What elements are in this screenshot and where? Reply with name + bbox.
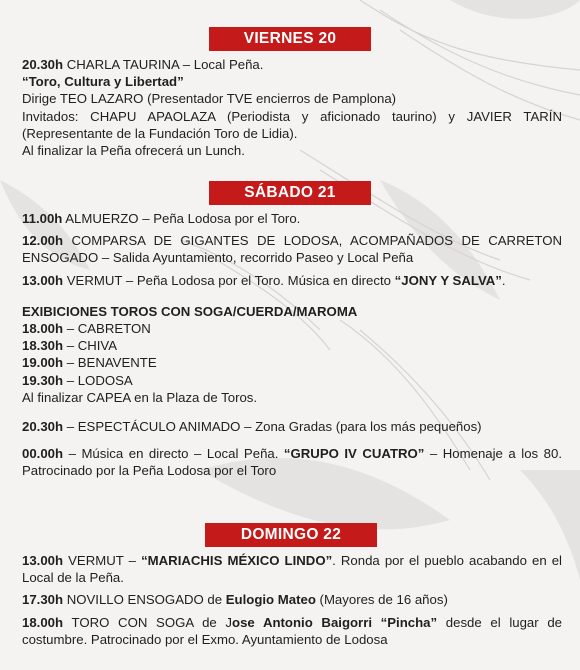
event-text-end: – Homenaje a los 80. Patrocinado por la Peña Lodosa por el Toro bbox=[22, 446, 562, 479]
event-text: CHARLA TAURINA – Local Peña. bbox=[63, 57, 264, 72]
event-text: ALMUERZO – Peña Lodosa por el Toro. bbox=[62, 211, 301, 226]
time: 18.00h bbox=[22, 614, 64, 630]
person-name: Eulogio Mateo bbox=[225, 592, 316, 608]
header-sabado: SÁBADO 21 bbox=[209, 181, 371, 205]
viernes-charla-title: “Toro, Cultura y Libertad” bbox=[22, 74, 184, 90]
time: 18.00h bbox=[22, 321, 64, 337]
event-text-end: . Ronda por el pueblo acabando en el Local de la Peña. bbox=[22, 553, 562, 586]
event-text: VERMUT – Peña Lodosa por el Toro. Música en directo bbox=[63, 272, 395, 288]
event-text-end: (Mayores de 16 años) bbox=[315, 592, 448, 608]
sabado-event-musica bbox=[22, 445, 562, 479]
band-name: “JONY Y SALVA” bbox=[394, 272, 502, 288]
event-text: – ESPECTÁCULO ANIMADO – Zona Gradas (para los más pequeños) bbox=[63, 419, 482, 435]
event-text: VERMUT – bbox=[63, 553, 142, 568]
event-text: – BENAVENTE bbox=[63, 355, 157, 371]
time: 13.00h bbox=[22, 272, 64, 288]
event-text: – Música en directo – Local Peña. bbox=[63, 446, 284, 462]
sabado-event-almuerzo bbox=[22, 210, 562, 227]
event-text: TORO CON SOGA de J bbox=[63, 614, 233, 630]
person-name: ose Antonio Baigorri “Pincha” bbox=[232, 614, 438, 630]
time: 12.00h bbox=[22, 233, 64, 249]
event-text: NOVILLO ENSOGADO de bbox=[63, 592, 226, 608]
time: 19.00h bbox=[22, 355, 64, 371]
viernes-charla bbox=[22, 56, 562, 73]
sabado-section bbox=[22, 210, 562, 480]
exhibition-item bbox=[22, 320, 562, 337]
domingo-event-toro bbox=[22, 614, 562, 648]
event-text-end: . bbox=[501, 272, 506, 288]
capea-note: Al finalizar CAPEA en la Plaza de Toros. bbox=[22, 389, 258, 405]
viernes-section bbox=[22, 56, 562, 159]
time: 00.00h bbox=[22, 446, 64, 462]
event-text: – CABRETON bbox=[63, 321, 151, 337]
exhibition-item bbox=[22, 372, 562, 389]
domingo-event-novillo bbox=[22, 591, 562, 608]
exhibition-item bbox=[22, 337, 562, 354]
event-text-end: desde el lugar de costumbre. Patrocinado por el Exmo. Ayuntamiento de Lodosa bbox=[22, 614, 562, 647]
viernes-director: Dirige TEO LAZARO (Presentador TVE encierros de Pamplona) bbox=[22, 91, 397, 107]
band-name: “MARIACHIS MÉXICO LINDO” bbox=[141, 553, 333, 568]
time: 19.30h bbox=[22, 372, 64, 388]
event-text: – LODOSA bbox=[63, 372, 133, 388]
sabado-event-comparsa bbox=[22, 232, 562, 266]
viernes-lunch: Al finalizar la Peña ofrecerá un Lunch. bbox=[22, 143, 245, 159]
time: 20.30h bbox=[22, 419, 64, 435]
band-name: “GRUPO IV CUATRO” bbox=[283, 446, 425, 462]
event-text: – CHIVA bbox=[63, 338, 118, 354]
sabado-event-vermut bbox=[22, 272, 562, 289]
time: 20.30h bbox=[22, 57, 64, 72]
time: 18.30h bbox=[22, 338, 64, 354]
event-text: COMPARSA DE GIGANTES DE LODOSA, ACOMPAÑADOS DE CARRETON ENSOGADO – Salida Ayuntamiento, recorrido Paseo y Local Peña bbox=[22, 233, 562, 266]
time: 13.00h bbox=[22, 553, 64, 568]
domingo-event-vermut bbox=[22, 552, 562, 586]
exhibition-item bbox=[22, 354, 562, 371]
sabado-event-espectaculo bbox=[22, 418, 562, 435]
header-domingo: DOMINGO 22 bbox=[205, 523, 377, 547]
time: 17.30h bbox=[22, 592, 64, 608]
header-viernes: VIERNES 20 bbox=[209, 27, 371, 51]
time: 11.00h bbox=[22, 211, 63, 226]
viernes-guests: Invitados: CHAPU APAOLAZA (Periodista y aficionado taurino) y JAVIER TARÍN (Representante de la Fundación Toro de Lidia). bbox=[22, 108, 562, 141]
domingo-section bbox=[22, 552, 562, 648]
exhibitions-title: EXIBICIONES TOROS CON SOGA/CUERDA/MAROMA bbox=[22, 303, 358, 319]
